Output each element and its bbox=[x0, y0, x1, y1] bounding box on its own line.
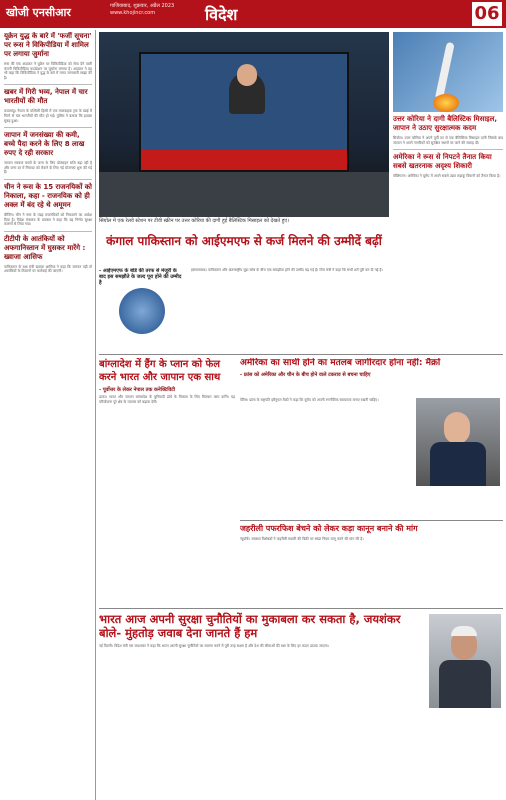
anchor-face bbox=[237, 64, 257, 86]
macron-suit bbox=[430, 442, 486, 486]
divider bbox=[393, 149, 503, 150]
divider bbox=[99, 608, 503, 609]
left-story-4 bbox=[4, 183, 92, 227]
story-body: इस्लामाबाद। पाकिस्तान और अंतरराष्ट्रीय मुद्रा कोष के बीच एक समझौता होने की उम्मीद बढ़ गई है। वित्त मंत्री ने कहा कि सभी शर्तें पूरी कर दी गई हैं। bbox=[191, 268, 383, 272]
story-subhead: - आईएमएफ के बोर्ड की तरफ से मंजूरी के बाद इस समझौते के जल्द पूरा होने की उम्मीद है bbox=[99, 268, 182, 286]
story-headline: यूक्रेन युद्ध के बारे में 'फर्जी सूचना' पर रूस ने विकिपीडिया में शामिल पर लगाया जुर्माना bbox=[4, 32, 92, 58]
story-body: जापान सरकार बच्चों के जन्म के लिए प्रोत्साहन राशि बढ़ा रही है और जन्म दर में गिरावट को रोकने के लिए नई योजनाएं शुरू की गई हैं। bbox=[4, 161, 92, 175]
story-body: रूस की एक अदालत ने यूक्रेन पर विकिपीडिया को सेवा देने वाली कंपनी विकिमीडिया फाउंडेशन पर जुर्माना लगाया है। अदालत ने यह भी कहा कि विकिपीडिया ने युद्ध के बारे में गलत जानकारी साझा की है। bbox=[4, 62, 92, 80]
story-subhead: - पूर्वोत्तर के लेकर नेपाल तक कनेक्टिविटी bbox=[99, 387, 176, 393]
date-line: गाजियाबाद, शुक्रवार, अप्रैल 2023 www.khojincr.com bbox=[110, 3, 175, 16]
story-headline: खबर में गिरी भव्य, नेपाल में चार भारतीयों की मौत bbox=[4, 88, 88, 106]
divider bbox=[4, 179, 92, 180]
news-ticker bbox=[141, 150, 347, 170]
missile-photo bbox=[393, 32, 503, 112]
story-body: सियोल। उत्तर कोरिया ने अपने पूर्वी तट से एक बैलिस्टिक मिसाइल दागी जिसके बाद जापान ने अपने नागरिकों को सुरक्षित स्थानों पर जाने की सलाह दी। bbox=[393, 136, 503, 145]
story-subhead: - फ्रांस को अमेरिका और चीन के बीच होने वाले टकराव से बचना चाहिए bbox=[240, 372, 371, 378]
story-headline: टीटीपी के आतंकियों को अफगानिस्तान में घुसकर मारेंगे : ख्वाजा आसिफ bbox=[4, 234, 86, 261]
jaishankar-story bbox=[99, 612, 503, 798]
pakistan-headline: कंगाल पाकिस्तान को आईएमएफ से कर्ज मिलने की उम्मीदें बढ़ीं bbox=[106, 234, 382, 248]
tv-stand bbox=[99, 172, 389, 217]
left-story-5 bbox=[4, 235, 92, 274]
jaishankar-hair bbox=[451, 626, 477, 636]
story-body: काठमांडू। नेपाल के पश्चिमी हिस्से में एक मालवाहक ट्रक के खाई में गिरने से चार भारतीयों की मौत हो गई। पुलिस ने बताया कि हादसा सुबह हुआ। bbox=[4, 109, 92, 123]
story-headline: अमेरिका ने रूस से निपटने तैनात किया सबसे खतरनाक अदृश्य शिकारी bbox=[393, 153, 492, 171]
brand-name: खोजी एनसीआर bbox=[6, 6, 71, 19]
macron-photo bbox=[416, 398, 500, 486]
story-body: पाकिस्तान के रक्षा मंत्री ख्वाजा आसिफ ने कहा कि जरूरत पड़ी तो आतंकियों के ठिकानों पर कार्रवाई की जाएगी। bbox=[4, 264, 92, 274]
story-body: बीजिंग। चीन ने रूस के पंद्रह राजनयिकों को निकालने का आदेश दिया है। विदेश मंत्रालय के प्रवक्ता ने कहा कि यह निर्णय सुरक्षा कारणों से लिया गया। bbox=[4, 212, 92, 227]
page-number: 06 bbox=[472, 2, 502, 26]
macron-face bbox=[444, 412, 470, 444]
story-headline: भारत आज अपनी सुरक्षा चुनौतियों का मुकाबला कर सकता है, जयशंकर बोले- मुंहतोड़ जवाब देना जानते हैं हम bbox=[99, 612, 401, 640]
divider bbox=[4, 231, 92, 232]
divider bbox=[4, 84, 92, 85]
jaishankar-photo bbox=[429, 614, 501, 708]
left-column bbox=[4, 32, 92, 798]
divider bbox=[4, 127, 92, 128]
divider bbox=[240, 520, 503, 521]
story-body: नई दिल्ली। विदेश मंत्री एस जयशंकर ने कहा कि भारत अपनी सुरक्षा चुनौतियों का सामना करने में पूरी तरह सक्षम है और देश की सीमाओं की रक्षा के लिए हर कदम उठाया जाएगा। bbox=[99, 644, 329, 648]
left-story-2 bbox=[4, 88, 92, 123]
story-headline: बांग्लादेश में हैंग के प्लान को फेल करने भारत और जापान एक साथ bbox=[99, 359, 221, 383]
story-headline: चीन ने रूस के 15 राजनयिकों को निकाला, कहा - राजनयिक को ही अक्ल में बंद रहे थे अमूमन bbox=[4, 182, 92, 209]
story-headline: अमेरिका का साथी होने का मतलब जागीरदार होना नहीं: मैक्रों bbox=[240, 358, 441, 368]
missile bbox=[435, 42, 454, 98]
imf-logo-icon bbox=[119, 288, 165, 334]
column-divider bbox=[95, 30, 96, 800]
usa-story bbox=[240, 358, 503, 518]
main-photo bbox=[99, 32, 389, 217]
story-body: पेरिस। फ्रांस के राष्ट्रपति इमैनुएल मैक्रों ने कहा कि यूरोप को अपनी रणनीतिक स्वायत्तता बनाए रखनी चाहिए। bbox=[240, 398, 379, 402]
missile-flame bbox=[433, 94, 459, 112]
divider bbox=[99, 354, 503, 355]
masthead bbox=[0, 0, 506, 28]
left-story-1 bbox=[4, 32, 92, 80]
section-title: विदेश bbox=[205, 5, 238, 24]
story-body: वॉशिंगटन। अमेरिका ने यूरोप में अपने सबसे उन्नत लड़ाकू विमानों को तैनात किया है। bbox=[393, 174, 501, 179]
photo-caption: सियोल में एक रेलवे स्टेशन पर टीवी स्क्रीन पर उत्तर कोरिया की दागी हुई बैलिस्टिक मिसाइल को देखते हुए। bbox=[99, 218, 290, 224]
left-story-3 bbox=[4, 131, 92, 175]
bangladesh-story bbox=[99, 358, 235, 528]
pufferfish-story bbox=[240, 524, 503, 604]
story-headline: जहरीली पफरफिश बेचने को लेकर कड़ा कानून बनाने की मांग bbox=[240, 524, 418, 533]
jaishankar-suit bbox=[439, 660, 491, 708]
tv-screen bbox=[139, 52, 349, 172]
story-headline: उत्तर कोरिया ने दागी बैलिस्टिक मिसाइल, जापान ने उठाए सुरक्षात्मक कदम bbox=[393, 115, 498, 132]
story-headline: जापान में जनसंख्या की कमी, बच्चे पैदा करने के लिए 8 लाख रुपए दे रही सरकार bbox=[4, 131, 85, 158]
pakistan-story bbox=[99, 268, 389, 350]
story-body: ढाका। भारत और जापान बांग्लादेश के बुनियादी ढांचे के विकास के लिए मिलकर काम करेंगे। यह परियोजना पूरे क्षेत्र के व्यापार को बढ़ावा देगी। bbox=[99, 395, 235, 404]
story-body: न्यूयॉर्क। स्वास्थ्य विशेषज्ञों ने जहरीली मछली की बिक्री पर सख्त नियम लागू करने की मांग की है। bbox=[240, 537, 364, 541]
